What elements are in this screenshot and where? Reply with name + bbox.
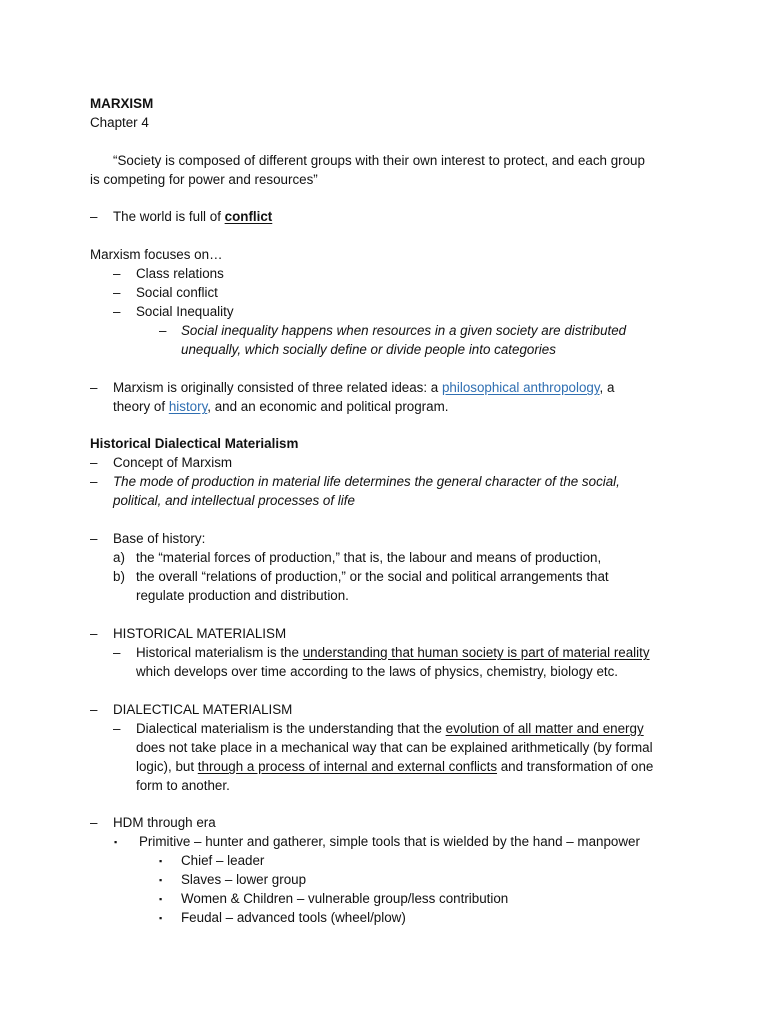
base-label: Base of history: <box>113 531 206 546</box>
dialectical-underlined-2: through a process of internal and external conflicts <box>197 759 498 774</box>
era-heading: HDM through era <box>113 815 216 830</box>
dialectical-text: logic), but <box>136 759 198 774</box>
dialectical-line-1 <box>136 719 644 738</box>
inequality-definition-2: unequally, which socially define or divide people into categories <box>181 342 556 357</box>
dash-marker: – <box>113 266 121 281</box>
ideas-text: Marxism is originally consisted of three related ideas: a <box>113 380 442 395</box>
ideas-text: theory of <box>113 399 169 414</box>
historical-line-2: which develops over time according to the laws of physics, chemistry, biology etc. <box>136 664 619 679</box>
chapter-label: Chapter 4 <box>90 115 149 130</box>
focus-item: Social Inequality <box>136 304 234 319</box>
dialectical-heading: DIALECTICAL MATERIALISM <box>113 702 293 717</box>
dash-marker: – <box>113 645 121 660</box>
square-bullet-icon: ▪ <box>159 894 163 904</box>
dash-marker: – <box>90 474 98 489</box>
doc-title: MARXISM <box>90 96 154 111</box>
historical-line-1 <box>136 643 650 662</box>
conflict-line <box>113 207 272 226</box>
era-item: Feudal – advanced tools (wheel/plow) <box>181 910 406 925</box>
inequality-definition-1: Social inequality happens when resources in a given society are distributed <box>181 323 627 338</box>
list-marker-b: b) <box>113 569 125 584</box>
concept-line: Concept of Marxism <box>113 455 233 470</box>
dialectical-text: Dialectical materialism is the understanding that the <box>136 721 446 736</box>
ideas-text: , a <box>599 380 615 395</box>
historical-heading: HISTORICAL MATERIALISM <box>113 626 287 641</box>
era-item: Slaves – lower group <box>181 872 307 887</box>
mode-line-2: political, and intellectual processes of life <box>113 493 355 508</box>
dash-marker: – <box>90 815 98 830</box>
dialectical-underlined-1: evolution of all matter and energy <box>445 721 644 736</box>
dialectical-line-2: does not take place in a mechanical way that can be explained arithmetically (by formal <box>136 740 653 755</box>
ideas-text: , and an economic and political program. <box>207 399 449 414</box>
square-bullet-icon: ▪ <box>159 875 163 885</box>
conflict-prefix: The world is full of <box>113 209 225 224</box>
dash-marker: – <box>113 285 121 300</box>
dash-marker: – <box>90 455 98 470</box>
dash-marker: – <box>90 531 98 546</box>
base-item-b-1: the overall “relations of production,” or the social and political arrangements that <box>136 569 609 584</box>
dash-marker: – <box>90 209 98 224</box>
mode-line-1: The mode of production in material life determines the general character of the social, <box>113 474 620 489</box>
square-bullet-icon: ▪ <box>159 856 163 866</box>
dialectical-line-4: form to another. <box>136 778 230 793</box>
dash-marker: – <box>90 702 98 717</box>
square-bullet-icon: ▪ <box>114 837 118 847</box>
ideas-line-1 <box>113 378 614 397</box>
conflict-word: conflict <box>224 209 273 224</box>
focus-heading: Marxism focuses on… <box>90 247 223 262</box>
dash-marker: – <box>113 721 121 736</box>
dash-marker: – <box>159 323 167 338</box>
list-marker-a: a) <box>113 550 125 565</box>
quote-line-1: “Society is composed of different groups with their own interest to protect, and each group <box>113 153 645 168</box>
history-link[interactable]: history <box>168 399 208 414</box>
era-primitive: Primitive – hunter and gatherer, simple tools that is wielded by the hand – manpower <box>139 834 640 849</box>
dialectical-line-3 <box>136 757 653 776</box>
era-item: Chief – leader <box>181 853 265 868</box>
quote-line-2: is competing for power and resources” <box>90 172 318 187</box>
ideas-line-2 <box>113 397 448 416</box>
dash-marker: – <box>113 304 121 319</box>
focus-item: Class relations <box>136 266 224 281</box>
base-item-a: the “material forces of production,” that is, the labour and means of production, <box>136 550 602 565</box>
era-item: Women & Children – vulnerable group/less contribution <box>181 891 509 906</box>
base-item-b-2: regulate production and distribution. <box>136 588 349 603</box>
focus-item: Social conflict <box>136 285 218 300</box>
philosophical-anthropology-link[interactable]: philosophical anthropology <box>441 380 600 395</box>
dash-marker: – <box>90 380 98 395</box>
hdm-heading: Historical Dialectical Materialism <box>90 436 299 451</box>
dialectical-text: and transformation of one <box>497 759 654 774</box>
dash-marker: – <box>90 626 98 641</box>
square-bullet-icon: ▪ <box>159 913 163 923</box>
historical-text: Historical materialism is the <box>136 645 303 660</box>
historical-underlined: understanding that human society is part of material reality <box>302 645 650 660</box>
